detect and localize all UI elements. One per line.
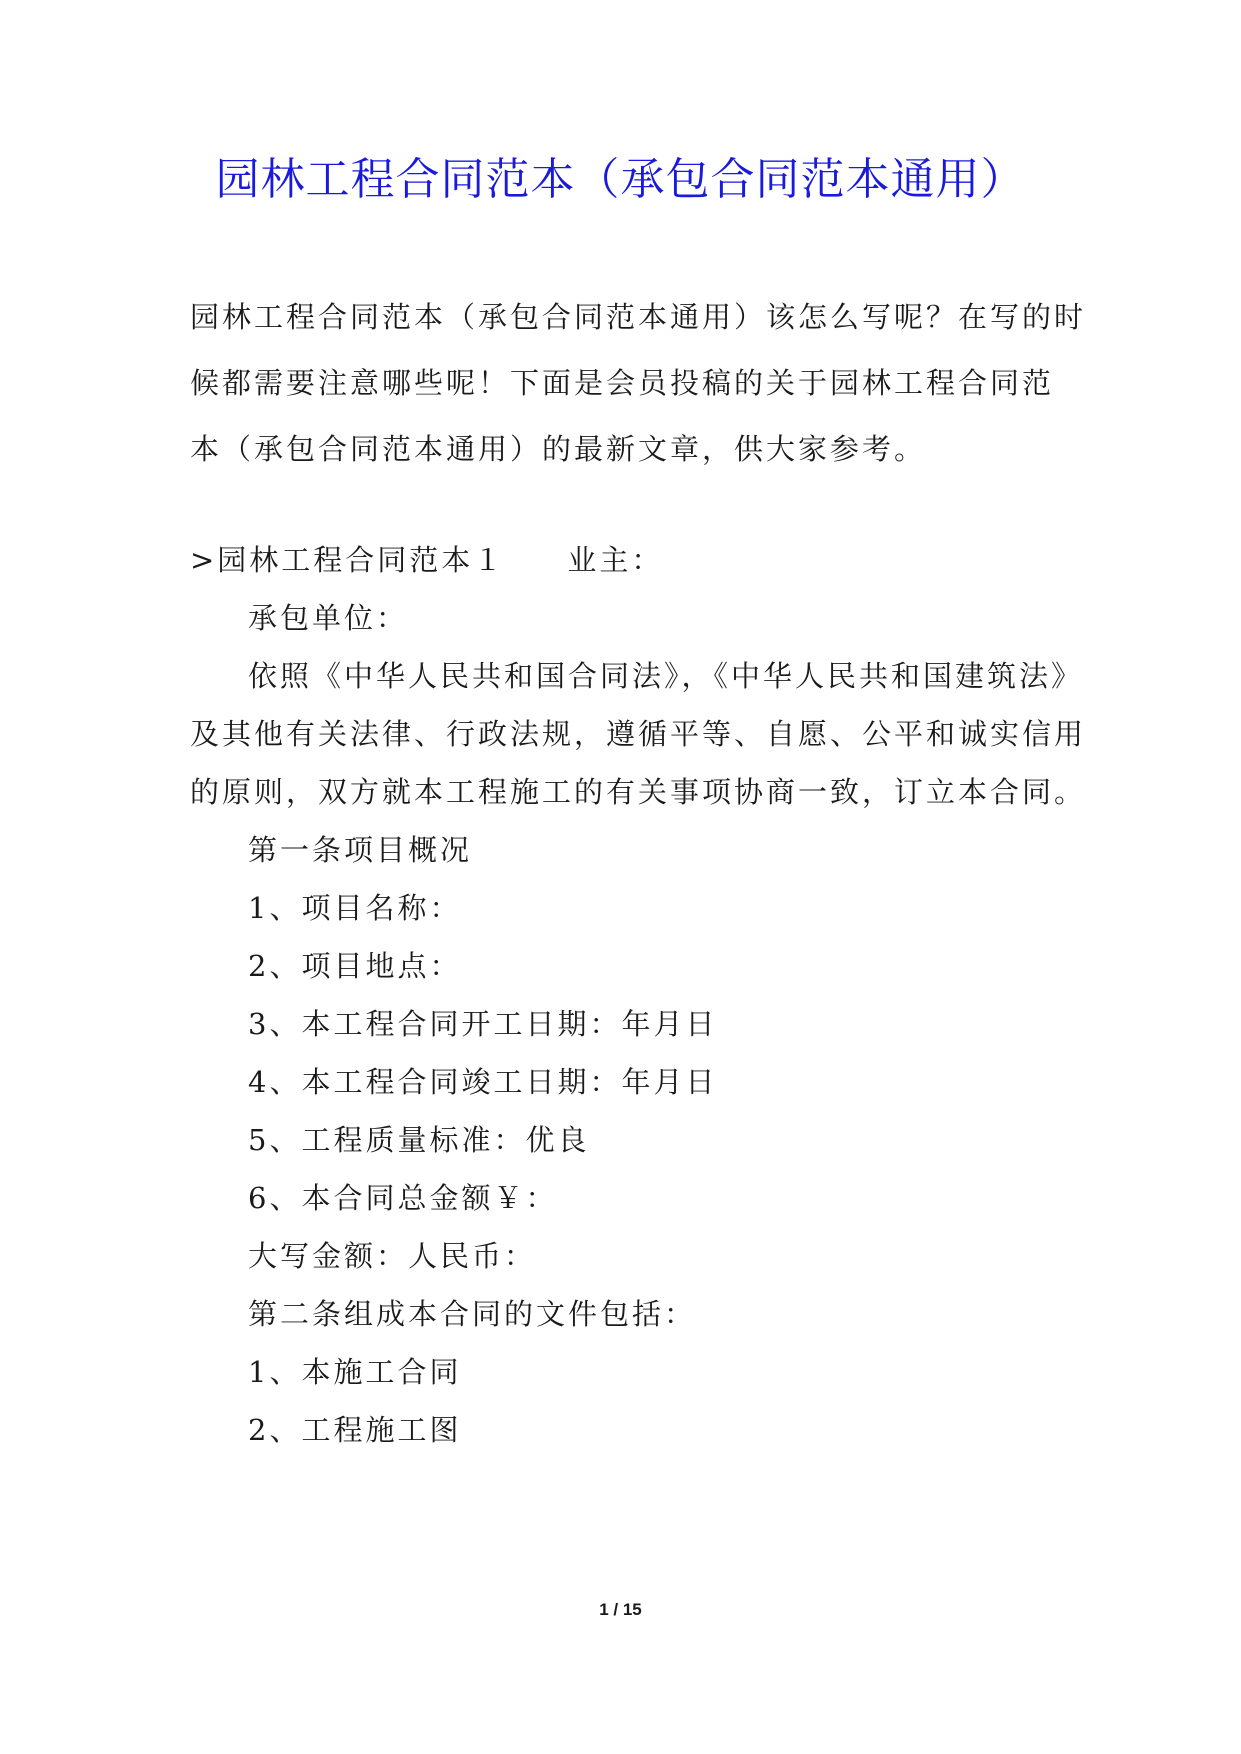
section-heading-prefix: >园林工程合同范本１ [190, 543, 506, 577]
body-line: 2、项目地点： [248, 949, 462, 983]
page-title: 园林工程合同范本（承包合同范本通用） [215, 154, 1026, 205]
body-line: 4、本工程合同竣工日期：年月日 [248, 1065, 718, 1099]
body-line: 2、工程施工图 [248, 1413, 462, 1447]
intro-line: 候都需要注意哪些呢！下面是会员投稿的关于园林工程合同范 [190, 366, 1055, 400]
body-line: 的原则，双方就本工程施工的有关事项协商一致，订立本合同。 [190, 775, 1087, 809]
body-line: 依照《中华人民共和国合同法》，《中华人民共和国建筑法》 [248, 659, 1084, 693]
body-line: 1、项目名称： [248, 891, 462, 925]
intro-line: 本（承包合同范本通用）的最新文章，供大家参考。 [190, 432, 927, 466]
body-line: 第一条项目概况 [248, 833, 473, 867]
section-heading-suffix: 业主： [567, 543, 664, 577]
body-line: 3、本工程合同开工日期：年月日 [248, 1007, 718, 1041]
body-line: 及其他有关法律、行政法规，遵循平等、自愿、公平和诚实信用 [190, 717, 1087, 751]
page-number: 1 / 15 [599, 1600, 642, 1619]
intro-line: 园林工程合同范本（承包合同范本通用）该怎么写呢？在写的时 [190, 300, 1087, 334]
body-line: 第二条组成本合同的文件包括： [248, 1297, 697, 1331]
body-line: 大写金额：人民币： [248, 1239, 537, 1273]
body-line: 5、工程质量标准：优良 [248, 1123, 590, 1157]
body-line: 1、本施工合同 [248, 1355, 462, 1389]
intro-paragraph [190, 284, 1087, 482]
body-line: 6、本合同总金额￥： [248, 1181, 558, 1215]
section-heading [190, 540, 663, 580]
body-line: 承包单位： [248, 601, 409, 635]
